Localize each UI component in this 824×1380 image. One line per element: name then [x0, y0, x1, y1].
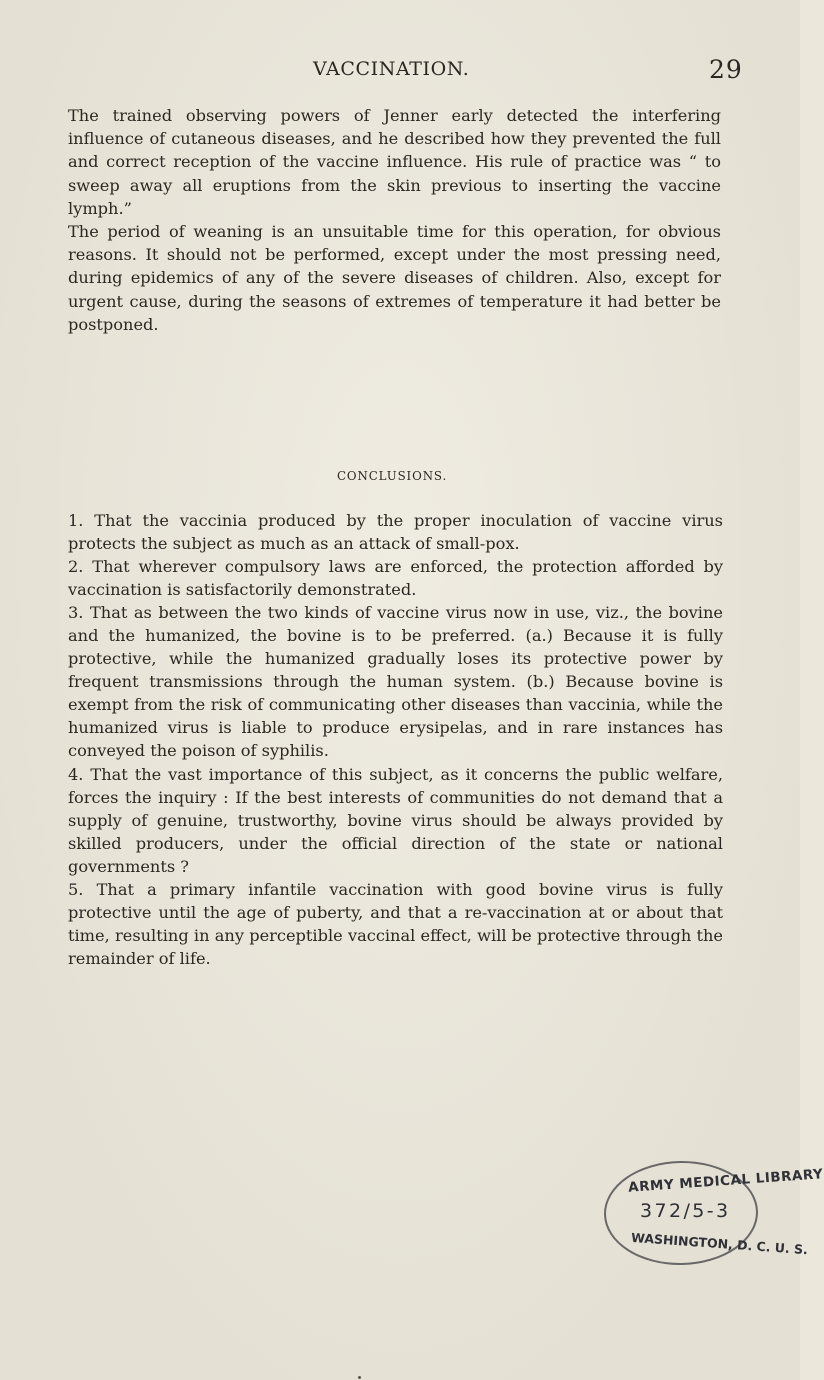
conclusion-number-3: 3. [68, 603, 84, 623]
running-head [0, 55, 800, 88]
ink-speck [358, 1376, 361, 1379]
running-title: VACCINATION. [313, 58, 470, 80]
paragraph-weaning-period: The period of weaning is an unsuitable time for this operation, for obvious reasons. It should not be performed, except under the most pressing need, during epidemics of any of the severe diseases of children. Also, except for urgent cause, during the seasons of extremes of temperature it had better be postponed. [68, 222, 721, 334]
conclusion-item-3 [68, 601, 723, 762]
conclusion-number-1: 1. [68, 511, 84, 530]
conclusion-text-2: That wherever compulsory laws are enforced, the protection afforded by vaccination is satisfactorily demonstrated. [68, 557, 723, 600]
library-stamp [604, 1161, 824, 1273]
conclusion-text-5: That a primary infantile vaccination with good bovine virus is fully protective until the age of puberty, and that a re-vaccination at or about that time, resulting in any perceptible vaccinal effect, will be protective through the remainder of life. [68, 879, 723, 968]
stamp-library-name: ARMY MEDICAL LIBRARY [627, 1166, 824, 1196]
stamp-catalog-number: 372/5-3 [640, 1200, 731, 1222]
conclusion-number-4: 4. [68, 764, 84, 784]
conclusion-item-5 [68, 878, 723, 970]
conclusion-number-5: 5. [68, 879, 84, 899]
conclusions-heading: CONCLUSIONS. [337, 469, 448, 483]
conclusion-number-2: 2. [68, 557, 84, 577]
conclusion-item-4 [68, 763, 723, 878]
body-text [68, 104, 721, 336]
conclusion-text-1: That the vaccinia produced by the proper inoculation of vaccine virus protects the subject as much as an attack of small-pox. [68, 511, 723, 554]
conclusion-text-3: That as between the two kinds of vaccine virus now in use, viz., the bovine and the humanized, the bovine is to be preferred. (a.) Because it is fully protective, while the humanized gradually loses its protective power by frequent transmissions through the human system. (b.) Because bovine is exempt from the risk of communicating other diseases than vaccinia, while the humanized virus is liable to produce erysipelas, and in rare instances has conveyed the poison of syphilis. [68, 603, 723, 761]
stamp-location: WASHINGTON, D. C. U. S. [630, 1229, 809, 1258]
page-number: 29 [709, 55, 743, 84]
conclusion-item-2 [68, 555, 723, 601]
conclusion-item-1 [68, 509, 723, 555]
conclusions-list [68, 509, 723, 970]
conclusion-text-4: That the vast importance of this subject, as it concerns the public welfare, forces the inquiry : If the best interests of communities do not demand that a supply of genuine, trustworthy, bovine virus should be always provided by skilled producers, under the official direction of the state or national governments ? [68, 764, 723, 876]
paragraph-jenner-observation: The trained observing powers of Jenner early detected the interfering influence of cutaneous diseases, and he described how they prevented the full and correct reception of the vaccine influence. His rule of practice was “ to sweep away all eruptions from the skin previous to inserting the vaccine lymph.” [68, 106, 721, 218]
